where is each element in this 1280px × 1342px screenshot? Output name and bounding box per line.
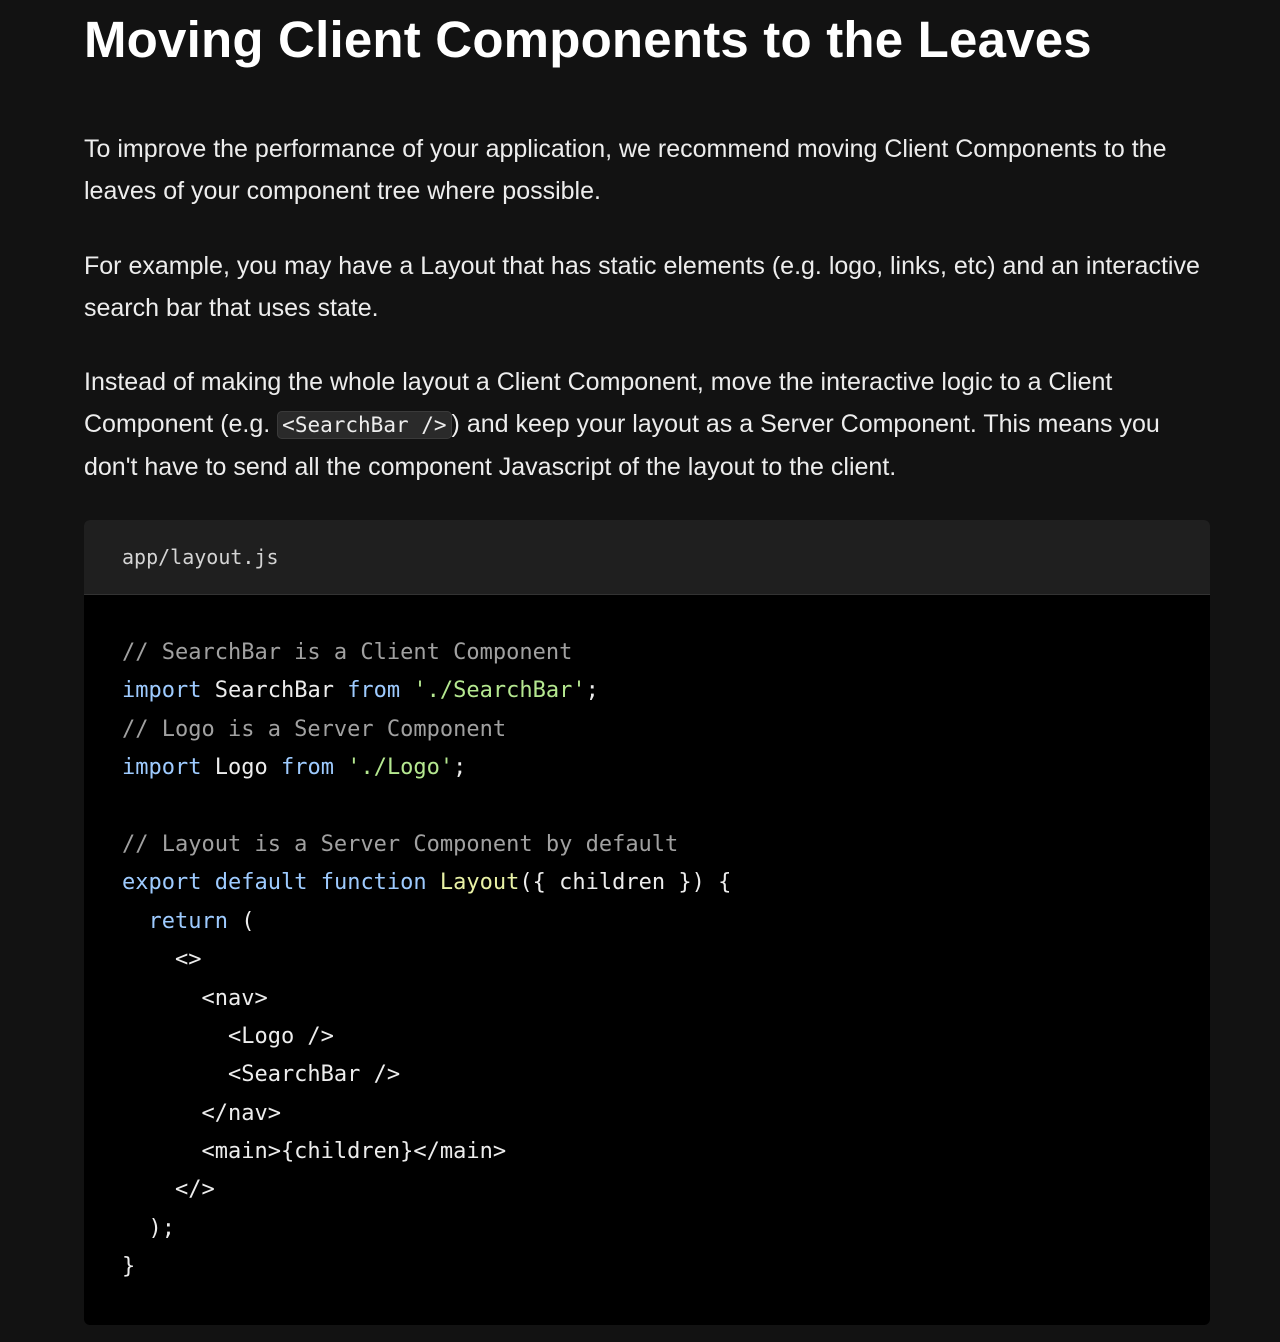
code-line <box>122 788 731 826</box>
code-line <box>122 711 731 749</box>
code-token-plain: Logo <box>201 755 281 781</box>
paragraph-recommendation <box>84 361 1214 488</box>
code-block <box>84 520 1210 1325</box>
code-token-comment: // SearchBar is a Client Component <box>122 640 573 665</box>
code-line <box>122 941 731 979</box>
code-token-plain <box>334 755 347 780</box>
code-line <box>122 864 731 902</box>
code-token-keyword: import <box>122 678 202 704</box>
code-token-plain: ); <box>122 1215 175 1241</box>
code-token-keyword: function <box>320 870 427 896</box>
code-content[interactable] <box>122 634 731 1287</box>
code-line <box>122 1095 731 1133</box>
code-token-keyword: from <box>280 755 334 781</box>
paragraph-intro: To improve the performance of your application, we recommend moving Client Components to the leaves of your component tree where possible. <box>84 135 1167 205</box>
code-token-func: Layout <box>439 870 520 896</box>
code-token-plain: <SearchBar /> <box>122 1062 401 1088</box>
code-token-plain <box>307 870 320 895</box>
code-line <box>122 1056 731 1094</box>
code-line <box>122 672 731 710</box>
code-token-string: './SearchBar' <box>413 678 586 704</box>
code-token-keyword: default <box>214 870 308 896</box>
code-line <box>122 749 731 787</box>
code-token-plain: <Logo /> <box>122 1023 334 1049</box>
paragraph-text-after: ) and keep your layout as a Server Component. This means you don't have to send all the component Javascript of the layout to the client. <box>84 410 1160 481</box>
code-line <box>122 634 731 672</box>
code-token-plain <box>400 678 413 703</box>
page-title: Moving Client Components to the Leaves <box>84 11 1092 68</box>
code-token-plain: <main>{children}</main> <box>122 1139 507 1165</box>
code-line <box>122 1133 731 1171</box>
code-filename: app/layout.js <box>122 545 279 569</box>
code-line <box>122 1248 731 1286</box>
code-token-keyword: return <box>148 908 228 934</box>
code-token-keyword: from <box>347 678 401 704</box>
code-token-comment: // Layout is a Server Component by default <box>122 831 679 857</box>
code-token-plain: } <box>122 1254 136 1280</box>
code-token-comment: // Logo is a Server Component <box>122 716 507 742</box>
code-line <box>122 826 731 864</box>
code-token-plain: SearchBar <box>201 678 348 704</box>
code-token-keyword: export <box>122 870 202 896</box>
code-token-string: './Logo' <box>347 755 454 781</box>
code-token-plain <box>427 870 440 895</box>
paragraph-text-before: Instead of making the whole layout a Client Component, move the interactive logic to a Client Component (e.g. <box>84 368 1113 438</box>
code-line <box>122 1210 731 1248</box>
code-token-plain: </nav> <box>122 1100 281 1126</box>
code-line <box>122 980 731 1018</box>
code-token-plain: </> <box>122 1177 215 1203</box>
code-token-plain <box>122 909 149 934</box>
code-token-keyword: import <box>122 755 202 781</box>
code-line <box>122 1018 731 1056</box>
code-token-plain: ( <box>227 908 255 934</box>
code-token-plain: ; <box>453 755 467 781</box>
inline-code-searchbar: <SearchBar /> <box>277 411 451 439</box>
code-token-plain: ; <box>585 678 599 704</box>
code-line <box>122 1171 731 1209</box>
paragraph-example: For example, you may have a Layout that has static elements (e.g. logo, links, etc) and an interactive search bar that uses state. <box>84 252 1200 322</box>
code-token-plain <box>201 870 214 895</box>
code-line <box>122 903 731 941</box>
code-token-plain: <nav> <box>122 985 268 1011</box>
code-block-header <box>84 520 1210 595</box>
code-token-plain: <> <box>122 947 202 973</box>
code-token-plain: ({ children }) { <box>519 870 732 896</box>
